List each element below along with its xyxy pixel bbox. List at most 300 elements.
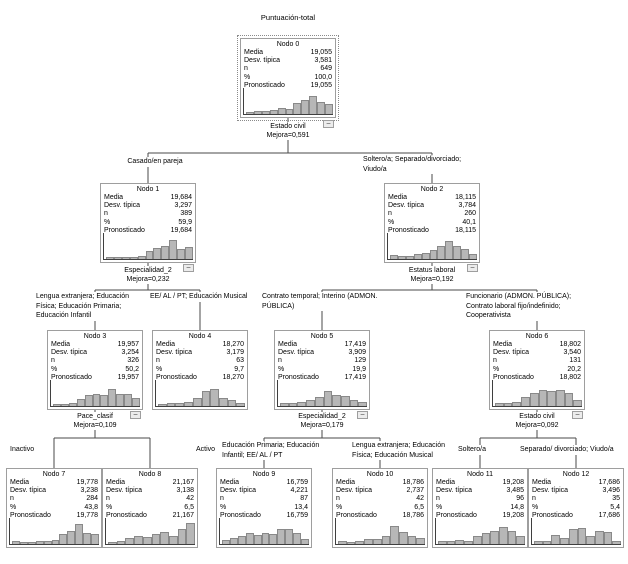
branch-label-lengua-fisica-primaria-infantil: Lengua extranjera; Educación Física; Educación Primaria; Educación Infantil xyxy=(36,293,130,319)
hist-bar xyxy=(185,247,193,259)
branch-label-funcionario-fijo-cooperativista: Funcionario (ADMON. PÚBLICA); Contrato laboral fijo/indefinido; Cooperativista xyxy=(466,293,572,319)
branch-label-soltero-separado-viudo: Soltero/a; Separado/divorciado; Viudo/a xyxy=(363,156,462,173)
node-4-title: Nodo 4 xyxy=(188,333,212,340)
hist-bar xyxy=(117,541,126,544)
stat-value-pct: 13,4 xyxy=(294,503,308,511)
histogram xyxy=(103,233,193,260)
stat-value-pct: 100,0 xyxy=(314,73,332,81)
tree-node-9[interactable] xyxy=(216,468,312,548)
stat-label-pron: Pronosticado xyxy=(336,511,377,519)
collapse-node-0-button[interactable]: − xyxy=(323,120,334,128)
hist-bar xyxy=(228,400,237,406)
branch-label-lengua-fisica-musical: Lengua extranjera; Educación Física; Educación Musical xyxy=(352,442,446,459)
hist-bar xyxy=(382,536,391,544)
stat-value-media: 19,957 xyxy=(117,341,139,348)
hist-bar xyxy=(324,391,333,406)
hist-bar xyxy=(490,531,499,544)
stat-value-pct: 59,9 xyxy=(178,218,192,226)
node-6-title: Nodo 6 xyxy=(525,333,549,340)
stat-value-n: 131 xyxy=(569,357,581,365)
histogram xyxy=(243,88,333,115)
node-0-title: Nodo 0 xyxy=(276,41,300,48)
split-label-estatus-laboral xyxy=(387,266,477,284)
stat-label-pct: % xyxy=(388,218,395,226)
hist-bar xyxy=(499,527,508,544)
hist-bar xyxy=(143,537,152,544)
stat-value-pron: 18,270 xyxy=(222,373,244,381)
histogram xyxy=(492,380,582,407)
stat-label-desv: Desv. típica xyxy=(388,202,425,210)
stat-value-pct: 40,1 xyxy=(462,218,476,226)
stat-value-pron: 19,778 xyxy=(76,511,98,519)
hist-bar xyxy=(236,403,245,406)
hist-bar xyxy=(504,403,513,406)
stat-value-pron: 17,419 xyxy=(344,373,366,381)
stat-label-pct: % xyxy=(106,503,113,511)
stat-label-n: n xyxy=(532,495,536,503)
hist-bar xyxy=(521,397,530,406)
split-variable: Estado civil xyxy=(519,413,555,420)
split-improvement: Mejora=0,179 xyxy=(300,422,344,429)
stat-label-desv: Desv. típica xyxy=(278,349,315,357)
split-label-especialidad-1 xyxy=(103,266,193,284)
stat-label-desv: Desv. típica xyxy=(156,349,193,357)
stat-value-pct: 50,2 xyxy=(125,365,139,373)
hist-bar xyxy=(309,96,317,114)
hist-bar xyxy=(108,389,116,406)
branch-label-contrato-temporal-interino: Contrato temporal; Interino (ADMON. PÚBLICA) xyxy=(262,293,378,310)
hist-bar xyxy=(438,541,447,544)
hist-bar xyxy=(130,257,138,259)
hist-bar xyxy=(516,536,525,544)
stat-label-n: n xyxy=(336,495,340,503)
hist-bar xyxy=(132,398,140,406)
hist-bar xyxy=(508,531,517,544)
branch-label-casado-en-pareja: Casado/en pareja xyxy=(110,157,200,167)
stat-label-pron: Pronosticado xyxy=(220,511,261,519)
tree-node-0[interactable] xyxy=(240,38,336,118)
stat-value-n: 129 xyxy=(354,357,366,365)
hist-bar xyxy=(114,257,122,259)
node-7-title: Nodo 7 xyxy=(42,471,66,478)
tree-node-10[interactable] xyxy=(332,468,428,548)
hist-bar xyxy=(569,529,578,544)
hist-bar xyxy=(347,542,356,544)
stat-value-media: 18,786 xyxy=(402,479,424,486)
stat-label-n: n xyxy=(436,495,440,503)
stat-label-media: Media xyxy=(532,479,552,486)
tree-node-6[interactable] xyxy=(489,330,585,410)
stat-label-desv: Desv. típica xyxy=(493,349,530,357)
hist-bar xyxy=(138,256,146,259)
node-1-title: Nodo 1 xyxy=(136,186,160,193)
stat-value-media: 19,778 xyxy=(76,479,98,486)
hist-bar xyxy=(285,529,293,544)
hist-bar xyxy=(455,540,464,544)
hist-bar xyxy=(453,246,461,259)
stat-value-media: 16,759 xyxy=(286,479,308,486)
stat-label-media: Media xyxy=(106,479,126,486)
hist-bar xyxy=(254,535,262,544)
tree-title: Puntuación-total xyxy=(260,13,316,22)
hist-bar xyxy=(325,104,333,114)
stat-label-desv: Desv. típica xyxy=(220,487,257,495)
stat-value-media: 18,270 xyxy=(222,341,244,348)
stat-value-desv: 3,238 xyxy=(80,487,98,495)
hist-bar xyxy=(530,393,539,406)
stat-value-pct: 6,5 xyxy=(414,503,424,511)
stat-label-pron: Pronosticado xyxy=(156,373,197,381)
split-label-estado-civil-2 xyxy=(492,412,582,430)
hist-bar xyxy=(177,249,185,259)
node-5-title: Nodo 5 xyxy=(310,333,334,340)
hist-bar xyxy=(390,255,398,259)
hist-bar xyxy=(604,532,613,544)
hist-bar xyxy=(210,389,219,406)
stat-value-pct: 14,8 xyxy=(510,503,524,511)
hist-bar xyxy=(85,395,93,406)
hist-bar xyxy=(124,394,132,406)
hist-bar xyxy=(44,541,52,544)
stat-value-media: 19,055 xyxy=(310,49,332,56)
histogram xyxy=(219,518,309,545)
hist-bar xyxy=(445,241,453,259)
branch-label-soltero: Soltero/a xyxy=(458,446,487,453)
stat-label-pron: Pronosticado xyxy=(388,226,429,234)
stat-label-desv: Desv. típica xyxy=(106,487,143,495)
hist-bar xyxy=(332,395,341,406)
hist-bar xyxy=(289,403,298,406)
branch-label-primaria-infantil-ee: Educación Primaria; Educación Infantil; EE/ AL / PT xyxy=(222,442,320,459)
stat-label-pct: % xyxy=(220,503,227,511)
stat-value-pct: 43,8 xyxy=(84,503,98,511)
hist-bar xyxy=(406,256,414,259)
hist-bar xyxy=(161,246,169,259)
stat-label-n: n xyxy=(220,495,224,503)
hist-bar xyxy=(447,541,456,544)
hist-bar xyxy=(169,240,177,259)
hist-bar xyxy=(373,539,382,544)
node-3-title: Nodo 3 xyxy=(83,333,107,340)
hist-bar xyxy=(416,538,425,544)
stat-value-desv: 2,737 xyxy=(406,487,424,495)
hist-bar xyxy=(277,529,285,544)
hist-bar xyxy=(125,538,134,544)
hist-bar xyxy=(52,540,60,544)
hist-bar xyxy=(262,533,270,544)
stat-value-desv: 3,496 xyxy=(602,487,620,495)
stat-label-n: n xyxy=(104,210,108,218)
stat-label-pron: Pronosticado xyxy=(106,511,147,519)
hist-bar xyxy=(108,542,117,544)
hist-bar xyxy=(158,404,167,406)
tree-node-12[interactable] xyxy=(528,468,624,548)
hist-bar xyxy=(398,256,406,259)
stat-label-pct: % xyxy=(532,503,539,511)
hist-bar xyxy=(341,396,350,406)
stat-label-media: Media xyxy=(436,479,456,486)
stat-label-media: Media xyxy=(51,341,71,348)
stat-label-media: Media xyxy=(244,49,264,56)
hist-bar xyxy=(539,390,548,406)
stat-value-media: 19,208 xyxy=(502,479,524,486)
stat-value-pron: 17,686 xyxy=(598,511,620,519)
tree-node-11[interactable] xyxy=(432,468,528,548)
split-improvement: Mejora=0,192 xyxy=(410,276,454,283)
hist-bar xyxy=(586,536,595,544)
branch-label-activo: Activo xyxy=(196,446,216,453)
stat-value-desv: 4,221 xyxy=(290,487,308,495)
stat-label-media: Media xyxy=(493,341,513,348)
tree-node-3[interactable] xyxy=(47,330,143,410)
hist-bar xyxy=(53,404,61,406)
tree-node-1[interactable] xyxy=(100,183,196,263)
stat-value-media: 19,684 xyxy=(170,194,192,201)
stat-value-media: 17,686 xyxy=(598,479,620,486)
stat-label-pron: Pronosticado xyxy=(532,511,573,519)
hist-bar xyxy=(36,541,44,544)
split-variable: Estatus laboral xyxy=(408,267,456,274)
hist-bar xyxy=(67,531,75,544)
hist-bar xyxy=(134,536,143,544)
hist-bar xyxy=(495,403,504,406)
histogram xyxy=(277,380,367,407)
stat-value-n: 87 xyxy=(300,495,308,503)
hist-bar xyxy=(543,541,552,544)
stat-value-n: 42 xyxy=(416,495,424,503)
stat-value-n: 42 xyxy=(186,495,194,503)
stat-label-n: n xyxy=(278,357,282,365)
stat-label-media: Media xyxy=(104,194,124,201)
stat-label-pron: Pronosticado xyxy=(10,511,51,519)
hist-bar xyxy=(202,391,211,406)
hist-bar xyxy=(69,403,77,406)
stat-value-desv: 3,909 xyxy=(348,349,366,357)
split-variable: Estado civil xyxy=(270,123,306,130)
stat-value-n: 389 xyxy=(180,210,192,218)
hist-bar xyxy=(461,249,469,259)
hist-bar xyxy=(238,536,246,544)
stat-label-pron: Pronosticado xyxy=(278,373,319,381)
stat-value-pron: 19,957 xyxy=(117,373,139,381)
stat-label-desv: Desv. típica xyxy=(10,487,47,495)
hist-bar xyxy=(430,250,438,259)
hist-bar xyxy=(106,257,114,259)
stat-label-n: n xyxy=(244,65,248,73)
stat-value-n: 96 xyxy=(516,495,524,503)
hist-bar xyxy=(551,535,560,544)
hist-bar xyxy=(560,538,569,544)
stat-label-n: n xyxy=(51,357,55,365)
hist-bar xyxy=(230,538,238,544)
hist-bar xyxy=(146,251,154,259)
split-improvement: Mejora=0,092 xyxy=(515,422,559,429)
stat-value-n: 326 xyxy=(127,357,139,365)
hist-bar xyxy=(100,395,108,406)
stat-value-pct: 20,2 xyxy=(567,365,581,373)
hist-bar xyxy=(286,109,294,114)
hist-bar xyxy=(350,400,359,406)
histogram xyxy=(435,518,525,545)
collapse-node-2-button[interactable]: − xyxy=(467,264,478,272)
hist-bar xyxy=(269,534,277,544)
hist-bar xyxy=(175,403,184,406)
hist-bar xyxy=(534,541,543,544)
stat-label-pron: Pronosticado xyxy=(104,226,145,234)
hist-bar xyxy=(315,397,324,406)
node-12-title: Nodo 12 xyxy=(562,471,590,478)
branch-label-ee-al-pt-musical: EE/ AL / PT; Educación Musical xyxy=(150,293,248,300)
hist-bar xyxy=(28,542,36,544)
tree-node-8[interactable] xyxy=(102,468,198,548)
stat-label-pron: Pronosticado xyxy=(51,373,92,381)
stat-label-pct: % xyxy=(336,503,343,511)
stat-value-desv: 3,179 xyxy=(226,349,244,357)
hist-bar xyxy=(473,536,482,544)
hist-bar xyxy=(186,523,195,544)
hist-bar xyxy=(193,398,202,406)
hist-bar xyxy=(116,394,124,406)
stat-label-media: Media xyxy=(220,479,240,486)
hist-bar xyxy=(317,102,325,114)
hist-bar xyxy=(12,541,20,544)
stat-value-media: 18,115 xyxy=(455,194,476,201)
hist-bar xyxy=(219,398,228,406)
hist-bar xyxy=(482,533,491,544)
collapse-node-1-button[interactable]: − xyxy=(183,264,194,272)
stat-label-pct: % xyxy=(244,73,251,81)
split-label-pace-clasif xyxy=(50,412,140,430)
hist-bar xyxy=(293,103,301,114)
hist-bar xyxy=(390,526,399,544)
hist-bar xyxy=(399,532,408,544)
hist-bar xyxy=(153,248,161,259)
hist-bar xyxy=(355,541,364,544)
hist-bar xyxy=(338,541,347,544)
hist-bar xyxy=(280,403,289,406)
stat-label-pron: Pronosticado xyxy=(436,511,477,519)
hist-bar xyxy=(222,540,230,544)
histogram xyxy=(387,233,477,260)
stat-label-pct: % xyxy=(436,503,443,511)
hist-bar xyxy=(464,541,473,544)
hist-bar xyxy=(301,539,309,544)
hist-bar xyxy=(437,246,445,259)
stat-value-pct: 6,5 xyxy=(184,503,194,511)
stat-label-desv: Desv. típica xyxy=(336,487,373,495)
stat-label-pct: % xyxy=(156,365,163,373)
histogram xyxy=(105,518,195,545)
collapse-node-6-button[interactable]: − xyxy=(572,411,583,419)
hist-bar xyxy=(270,110,278,114)
hist-bar xyxy=(184,402,193,406)
stat-label-pct: % xyxy=(278,365,285,373)
stat-label-desv: Desv. típica xyxy=(244,57,281,65)
hist-bar xyxy=(75,524,83,544)
tree-node-5[interactable] xyxy=(274,330,370,410)
histogram xyxy=(50,380,140,407)
stat-value-pron: 19,208 xyxy=(502,511,524,519)
stat-value-desv: 3,254 xyxy=(121,349,139,357)
stat-label-pct: % xyxy=(51,365,58,373)
hist-bar xyxy=(152,534,161,544)
stat-label-n: n xyxy=(156,357,160,365)
node-11-title: Nodo 11 xyxy=(467,471,493,478)
stat-value-pct: 9,7 xyxy=(234,365,244,373)
stat-label-n: n xyxy=(388,210,392,218)
hist-bar xyxy=(556,390,565,406)
hist-bar xyxy=(246,533,254,544)
node-9-title: Nodo 9 xyxy=(252,471,276,478)
hist-bar xyxy=(358,402,367,406)
stat-label-media: Media xyxy=(10,479,30,486)
hist-bar xyxy=(512,402,521,406)
stat-value-n: 284 xyxy=(86,495,98,503)
stat-value-desv: 3,784 xyxy=(458,202,476,210)
stat-value-pct: 19,9 xyxy=(352,365,366,373)
hist-bar xyxy=(262,111,270,114)
stat-value-pron: 21,167 xyxy=(172,511,194,519)
split-variable: Especialidad_2 xyxy=(298,413,346,420)
branch-label-separado-viudo: Separado/ divorciado; Viudo/a xyxy=(520,446,614,453)
stat-label-desv: Desv. típica xyxy=(104,202,141,210)
histogram xyxy=(335,518,425,545)
node-10-title: Nodo 10 xyxy=(366,471,394,478)
split-variable: Especialidad_2 xyxy=(124,267,172,274)
node-2-title: Nodo 2 xyxy=(420,186,444,193)
stat-value-pron: 16,759 xyxy=(286,511,308,519)
stat-label-desv: Desv. típica xyxy=(436,487,473,495)
hist-bar xyxy=(59,534,67,544)
stat-value-n: 260 xyxy=(464,210,476,218)
stat-value-desv: 3,297 xyxy=(174,202,192,210)
stat-value-media: 17,419 xyxy=(344,341,366,348)
hist-bar xyxy=(61,404,69,406)
stat-value-media: 21,167 xyxy=(172,479,194,486)
stat-value-desv: 3,581 xyxy=(314,57,332,65)
split-label-estado-civil-1 xyxy=(243,122,333,140)
node-8-title: Nodo 8 xyxy=(138,471,162,478)
branch-label-inactivo: Inactivo xyxy=(10,446,35,453)
hist-bar xyxy=(565,393,574,406)
stat-label-pct: % xyxy=(104,218,111,226)
split-improvement: Mejora=0,591 xyxy=(266,132,310,139)
hist-bar xyxy=(246,112,254,114)
hist-bar xyxy=(20,542,28,544)
hist-bar xyxy=(573,400,582,406)
hist-bar xyxy=(169,536,178,544)
tree-node-7[interactable] xyxy=(6,468,102,548)
collapse-node-3-button[interactable]: − xyxy=(130,411,141,419)
hist-bar xyxy=(77,399,85,406)
collapse-node-5-button[interactable]: − xyxy=(357,411,368,419)
hist-bar xyxy=(254,111,262,114)
stat-label-n: n xyxy=(493,357,497,365)
hist-bar xyxy=(178,529,187,544)
stat-value-n: 649 xyxy=(320,65,332,73)
hist-bar xyxy=(364,539,373,544)
tree-node-2[interactable] xyxy=(384,183,480,263)
hist-bar xyxy=(612,541,621,544)
tree-node-4[interactable] xyxy=(152,330,248,410)
stat-label-desv: Desv. típica xyxy=(51,349,88,357)
hist-bar xyxy=(297,402,306,406)
stat-value-pron: 18,802 xyxy=(559,373,581,381)
histogram xyxy=(531,518,621,545)
histogram xyxy=(9,518,99,545)
hist-bar xyxy=(93,394,101,406)
hist-bar xyxy=(301,100,309,114)
